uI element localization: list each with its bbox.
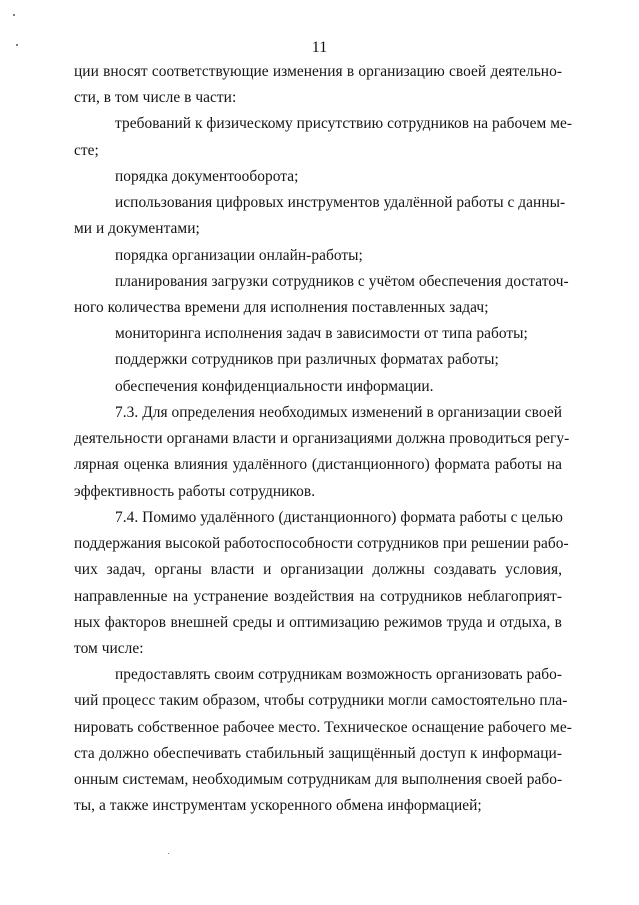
text-line: лярная оценка влияния удалённого (дистанционного) формата работы на — [74, 456, 562, 473]
text-line: ных факторов внешней среды и оптимизацию режимов труда и отдыха, в — [74, 614, 562, 631]
text-line: ного количества времени для исполнения поставленных задач; — [74, 299, 489, 316]
text-line: сти, в том числе в части: — [74, 89, 237, 106]
page-number: 11 — [311, 39, 328, 56]
text-line: использования цифровых инструментов удалённой работы с данны- — [115, 194, 566, 211]
text-line: том числе: — [74, 640, 144, 657]
text-line: порядка документооборота; — [115, 168, 299, 185]
text-line: 7.4. Помимо удалённого (дистанционного) формата работы с целью — [115, 509, 563, 526]
text-line: направленные на устранение воздействия на сотрудников неблагоприят- — [74, 588, 562, 605]
text-line: чий процесс таким образом, чтобы сотрудники могли самостоятельно пла- — [74, 692, 568, 709]
text-line: нировать собственное рабочее место. Техническое оснащение рабочего ме- — [74, 719, 572, 736]
text-line: ста должно обеспечивать стабильный защищённый доступ к информаци- — [74, 745, 562, 762]
text-line: ции вносят соответствующие изменения в организацию своей деятельно- — [74, 63, 562, 80]
scan-speck — [168, 853, 169, 854]
text-line: чих задач, органы власти и организации должны создавать условия, — [74, 561, 562, 578]
text-line: обеспечения конфиденциальности информации. — [115, 378, 434, 395]
text-line: онным системам, необходимым сотрудникам для выполнения своей рабо- — [74, 771, 563, 788]
text-line: предоставлять своим сотрудникам возможность организовать рабо- — [115, 666, 562, 683]
text-line: ты, а также инструментам ускоренного обмена информацией; — [74, 797, 482, 814]
text-line: поддержания высокой работоспособности сотрудников при решении рабо- — [74, 535, 569, 552]
text-line: порядка организации онлайн-работы; — [115, 247, 363, 264]
text-line: планирования загрузки сотрудников с учётом обеспечения достаточ- — [115, 273, 569, 290]
text-line: мониторинга исполнения задач в зависимости от типа работы; — [115, 325, 528, 342]
text-line: сте; — [74, 142, 99, 159]
text-line: деятельности органами власти и организациями должна проводиться регу- — [74, 430, 570, 447]
text-line: эффективность работы сотрудников. — [74, 483, 316, 500]
scan-speck — [16, 44, 18, 46]
text-line: 7.3. Для определения необходимых изменений в организации своей — [115, 404, 562, 421]
text-line: требований к физическому присутствию сотрудников на рабочем ме- — [115, 115, 573, 132]
scan-speck — [13, 14, 15, 16]
text-line: ми и документами; — [74, 220, 200, 237]
text-line: поддержки сотрудников при различных форматах работы; — [115, 351, 499, 368]
